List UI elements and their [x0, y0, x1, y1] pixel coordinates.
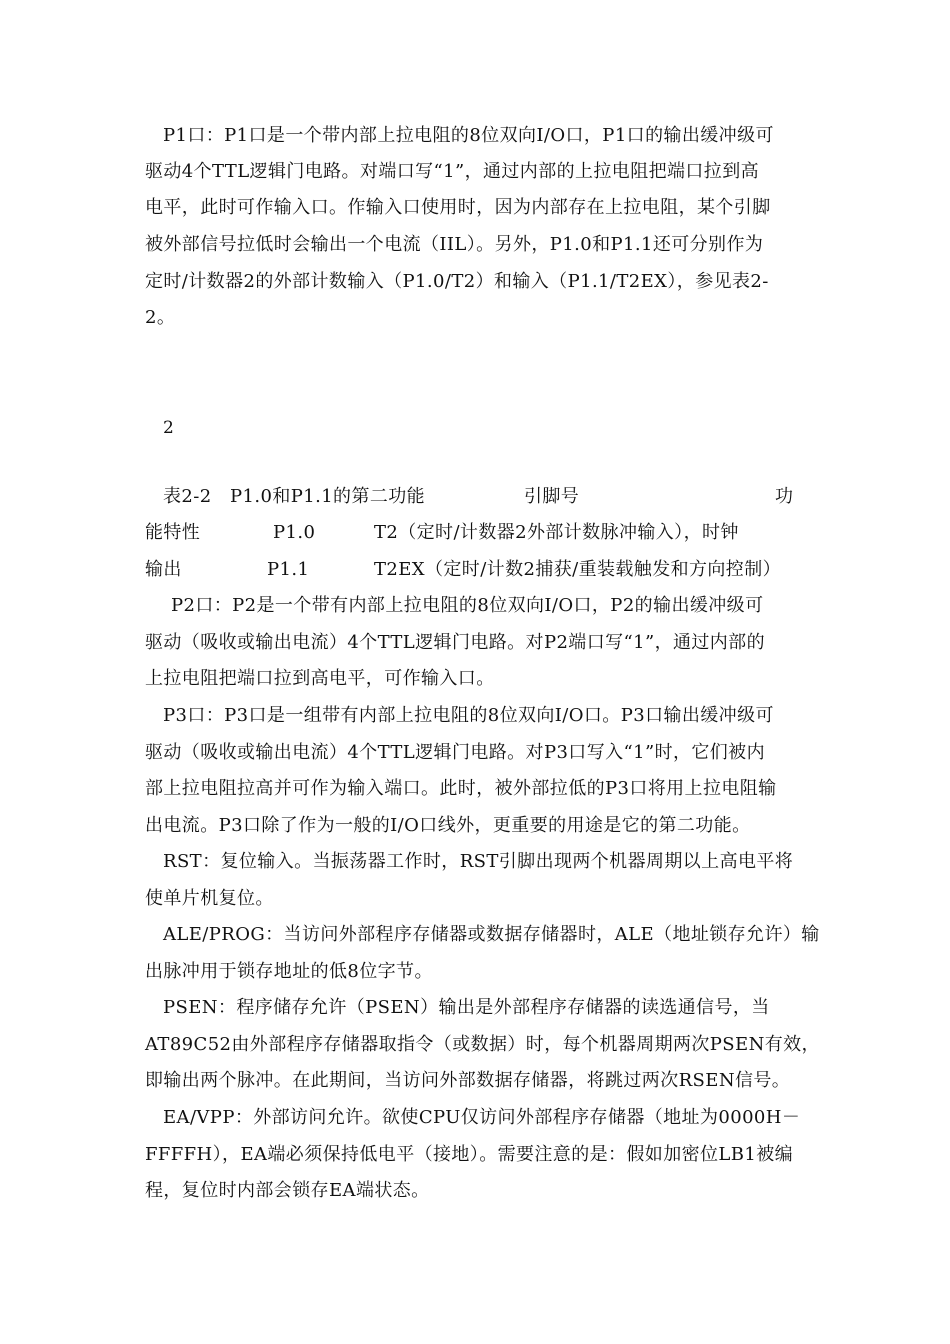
table-header-function-b: 能特性: [145, 522, 201, 543]
table-row2-pin: P1.1: [267, 559, 310, 580]
p1-line-4: 被外部信号拉低时会输出一个电流（IIL）。另外，P1.0和P1.1还可分别作为: [145, 234, 764, 255]
psen-line-1: PSEN：程序储存允许（PSEN）输出是外部程序存储器的读选通信号，当: [163, 997, 770, 1018]
p1-line-6: 2。: [145, 307, 176, 328]
table-caption: 表2-2 P1.0和P1.1的第二功能: [163, 486, 426, 507]
p1-line-2: 驱动4个TTL逻辑门电路。对端口写“1”，通过内部的上拉电阻把端口拉到高: [145, 161, 760, 182]
rst-line-1: RST：复位输入。当振荡器工作时，RST引脚出现两个机器周期以上高电平将: [163, 851, 794, 872]
table-header-pin: 引脚号: [524, 486, 580, 507]
ale-line-1: ALE/PROG：当访问外部程序存储器或数据存储器时，ALE（地址锁存允许）输: [163, 924, 820, 945]
p3-line-4: 出电流。P3口除了作为一般的I/O口线外，更重要的用途是它的第二功能。: [145, 815, 751, 836]
p3-line-3: 部上拉电阻拉高并可作为输入端口。此时，被外部拉低的P3口将用上拉电阻输: [145, 778, 777, 799]
ea-line-2: FFFFH），EA端必须保持低电平（接地）。需要注意的是：假如加密位LB1被编: [145, 1144, 794, 1165]
p1-line-3: 电平，此时可作输入口。作输入口使用时，因为内部存在上拉电阻，某个引脚: [145, 197, 771, 218]
p2-line-3: 上拉电阻把端口拉到高电平，可作输入口。: [145, 668, 495, 689]
table-row2-function: T2EX（定时/计数2捕获/重装载触发和方向控制）: [374, 559, 781, 580]
psen-line-2: AT89C52由外部程序存储器取指令（或数据）时，每个机器周期两次PSEN有效，: [145, 1034, 820, 1055]
p3-line-2: 驱动（吸收或输出电流）4个TTL逻辑门电路。对P3口写入“1”时，它们被内: [145, 742, 765, 763]
ea-line-1: EA/VPP：外部访问允许。欲使CPU仅访问外部程序存储器（地址为0000H－: [163, 1107, 801, 1128]
p3-line-1: P3口：P3口是一组带有内部上拉电阻的8位双向I/O口。P3口输出缓冲级可: [163, 705, 774, 726]
ea-line-3: 程，复位时内部会锁存EA端状态。: [145, 1180, 430, 1201]
page-number: 2: [163, 418, 174, 438]
p1-line-5: 定时/计数器2的外部计数输入（P1.0/T2）和输入（P1.1/T2EX），参见表2-: [145, 271, 769, 292]
table-row1-function-b: 输出: [145, 559, 182, 580]
rst-line-2: 使单片机复位。: [145, 888, 274, 909]
p1-line-1: P1口：P1口是一个带内部上拉电阻的8位双向I/O口，P1口的输出缓冲级可: [163, 125, 774, 146]
p2-line-1: P2口：P2是一个带有内部上拉电阻的8位双向I/O口，P2的输出缓冲级可: [171, 595, 764, 616]
table-row1-pin: P1.0: [273, 522, 316, 543]
table-row1-function: T2（定时/计数器2外部计数脉冲输入），时钟: [374, 522, 739, 543]
table-header-function-a: 功: [775, 486, 794, 507]
p2-line-2: 驱动（吸收或输出电流）4个TTL逻辑门电路。对P2端口写“1”，通过内部的: [145, 632, 765, 653]
psen-line-3: 即输出两个脉冲。在此期间，当访问外部数据存储器，将跳过两次RSEN信号。: [145, 1070, 791, 1091]
ale-line-2: 出脉冲用于锁存地址的低8位字节。: [145, 961, 433, 982]
